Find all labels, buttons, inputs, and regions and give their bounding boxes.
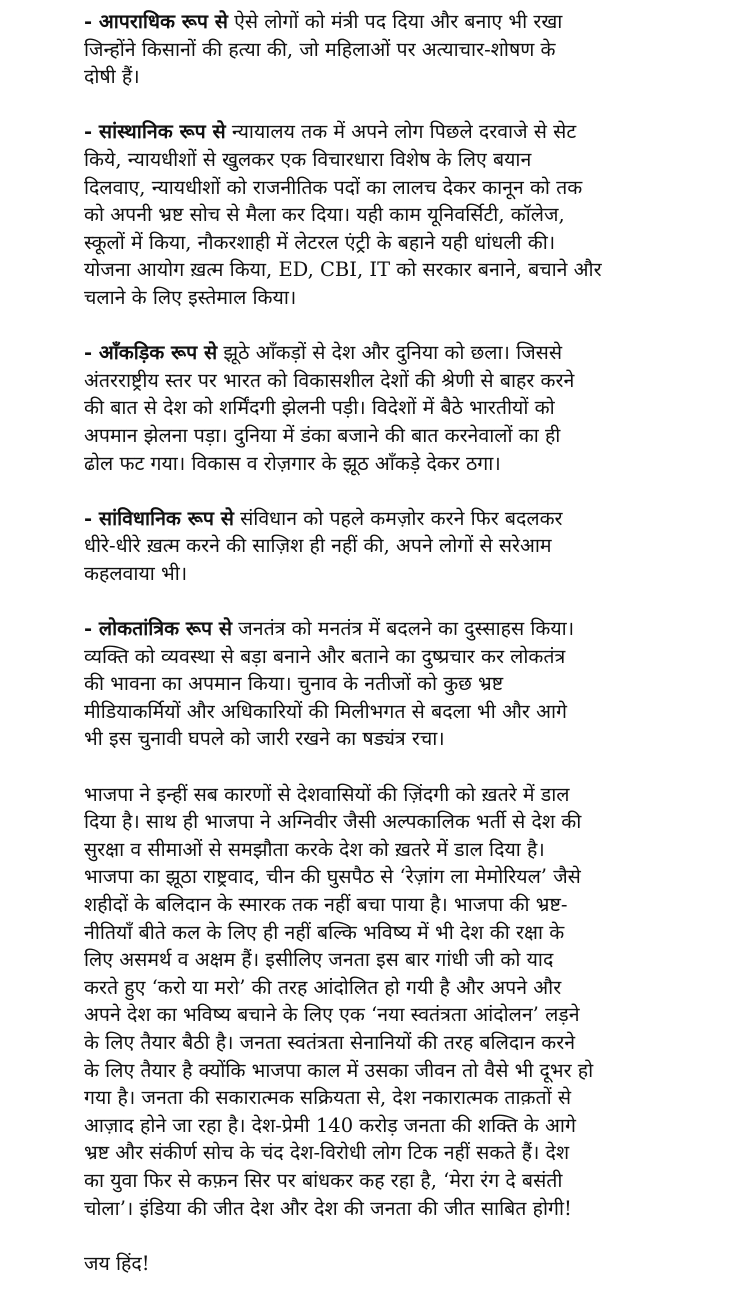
text-line: धीरे-धीरे ख़त्म करने की साज़िश ही नहीं की, अपने लोगों से सरेआम <box>84 534 552 558</box>
section-heading: - सांविधानिक रूप से <box>84 506 234 530</box>
text-line: किये, न्यायधीशों से खुलकर एक विचारधारा विशेष के लिए बयान <box>84 147 532 171</box>
text-line: अपने देश का भविष्य बचाने के लिए एक ‘नया स्वतंत्रता आंदोलन’ लड़ने <box>84 1003 580 1027</box>
text-line: दिलवाए, न्यायधीशों को राजनीतिक पदों का लालच देकर कानून को तक <box>84 175 583 199</box>
text-line: मीडियाकर्मियों और अधिकारियों की मिलीभगत से बदला भी और आगे <box>84 699 568 723</box>
section-heading: - आपराधिक रूप से <box>84 10 228 33</box>
text-line: दोषी हैं। <box>84 65 140 89</box>
text-line: का युवा फिर से कफ़न सिर पर बांधकर कह रहा है, ‘मेरा रंग दे बसंती <box>84 1168 563 1192</box>
text-line: चलाने के लिए इस्तेमाल किया। <box>84 285 297 309</box>
text-line: ढोल फट गया। विकास व रोज़गार के झूठ आँकड़े देकर ठगा। <box>84 451 501 475</box>
signoff-text: जय हिंद! <box>84 1251 150 1275</box>
text-line: भाजपा का झूठा राष्ट्रवाद, चीन की घुसपैठ से ‘रेज़ांग ला मेमोरियल’ जैसे <box>84 865 581 889</box>
text-line: योजना आयोग ख़त्म किया, ED, CBI, IT को सरकार बनाने, बचाने और <box>84 258 602 282</box>
text-line: - आँकड़िक रूप से झूठे आँकड़ों से देश और दुनिया को छला। जिससे <box>84 341 563 365</box>
text-line: व्यक्ति को व्यवस्था से बड़ा बनाने और बताने का दुष्प्रचार कर लोकतंत्र <box>84 644 566 668</box>
text-line: लिए असमर्थ व अक्षम हैं। इसीलिए जनता इस बार गांधी जी को याद <box>84 948 554 972</box>
text-line: दिया है। साथ ही भाजपा ने अग्निवीर जैसी अल्पकालिक भर्ती से देश की <box>84 810 582 834</box>
closing-paragraph <box>84 781 724 1223</box>
text-line: चोला’। इंडिया की जीत देश और देश की जनता की जीत साबित होगी! <box>84 1196 572 1220</box>
text-line: - लोकतांत्रिक रूप से जनतंत्र को मनतंत्र में बदलने का दुस्साहस किया। <box>84 617 575 641</box>
text-line: अंतरराष्ट्रीय स्तर पर भारत को विकासशील देशों की श्रेणी से बाहर करने <box>84 368 575 392</box>
text-line: - सांविधानिक रूप से संविधान को पहले कमज़ोर करने फिर बदलकर <box>84 506 563 530</box>
text-line: के लिए तैयार है क्योंकि भाजपा काल में उसका जीवन तो वैसे भी दूभर हो <box>84 1058 594 1082</box>
text-line: शहीदों के बलिदान के स्मारक तक नहीं बचा पाया है। भाजपा की भ्रष्ट- <box>84 893 568 916</box>
text-line: नीतियाँ बीते कल के लिए ही नहीं बल्कि भविष्य में भी देश की रक्षा के <box>84 920 565 944</box>
text-line: सुरक्षा व सीमाओं से समझौता करके देश को ख़तरे में डाल दिया है। <box>84 837 545 861</box>
text-line: भी इस चुनावी घपले को जारी रखने का षड्यंत्र रचा। <box>84 727 445 751</box>
text-line: की बात से देश को शर्मिंदगी झेलनी पड़ी। विदेशों में बैठे भारतीयों को <box>84 396 555 420</box>
text-line: करते हुए ‘करो या मरो’ की तरह आंदोलित हो गयी है और अपने और <box>84 975 562 999</box>
text-line: जिन्होंने किसानों की हत्या की, जो महिलाओं पर अत्याचार-शोषण के <box>84 37 556 61</box>
section-heading: - आँकड़िक रूप से <box>84 341 218 365</box>
section-constitutional <box>84 505 724 588</box>
section-heading: - सांस्थानिक रूप से <box>84 120 226 144</box>
text-line: आज़ाद होने जा रहा है। देश-प्रेमी 140 करोड़ जनता की शक्ति के आगे <box>84 1113 576 1137</box>
text-line: की भावना का अपमान किया। चुनाव के नतीजों को कुछ भ्रष्ट <box>84 672 504 696</box>
text-line: - सांस्थानिक रूप से न्यायालय तक में अपने लोग पिछले दरवाजे से सेट <box>84 120 577 144</box>
document-body <box>84 8 724 1305</box>
section-democratic <box>84 615 724 753</box>
text-line: गया है। जनता की सकारात्मक सक्रियता से, देश नकारात्मक ताक़तों से <box>84 1086 572 1110</box>
text-line: को अपनी भ्रष्ट सोच से मैला कर दिया। यही काम यूनिवर्सिटी, कॉलेज, <box>84 203 565 227</box>
section-institutional <box>84 118 724 311</box>
text-line: भ्रष्ट और संकीर्ण सोच के चंद देश-विरोधी लोग टिक नहीं सकते हैं। देश <box>84 1141 570 1165</box>
text-line: भाजपा ने इन्हीं सब कारणों से देशवासियों की ज़िंदगी को ख़तरे में डाल <box>84 782 570 806</box>
text-line: - आपराधिक रूप से ऐसे लोगों को मंत्री पद दिया और बनाए भी रखा <box>84 10 563 33</box>
signoff <box>84 1250 724 1278</box>
section-heading: - लोकतांत्रिक रूप से <box>84 617 233 641</box>
text-line: अपमान झेलना पड़ा। दुनिया में डंका बजाने की बात करनेवालों का ही <box>84 423 561 447</box>
section-criminal <box>84 8 724 91</box>
text-line: कहलवाया भी। <box>84 561 188 585</box>
text-line: स्कूलों में किया, नौकरशाही में लेटरल एंट्री के बहाने यही धांधली की। <box>84 230 556 254</box>
section-statistical <box>84 339 724 477</box>
text-line: के लिए तैयार बैठी है। जनता स्वतंत्रता सेनानियों की तरह बलिदान करने <box>84 1030 576 1054</box>
